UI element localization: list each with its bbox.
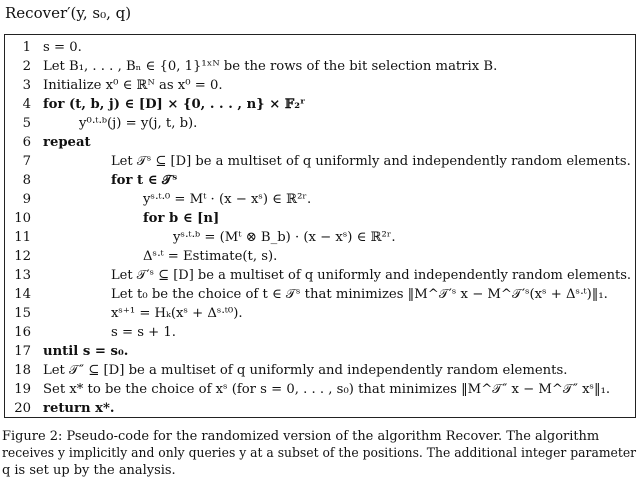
pseudocode-box bbox=[4, 34, 636, 418]
line-text: for b ∈ [n] bbox=[143, 211, 220, 226]
code-line-4 bbox=[5, 95, 635, 114]
code-line-15 bbox=[5, 304, 635, 323]
code-line-1 bbox=[5, 38, 635, 57]
code-line-11 bbox=[5, 228, 635, 247]
line-number: 5 bbox=[22, 116, 31, 131]
figure-caption bbox=[2, 428, 638, 480]
line-number: 15 bbox=[14, 306, 31, 321]
line-number: 10 bbox=[14, 211, 31, 226]
code-line-6 bbox=[5, 133, 635, 152]
code-line-16 bbox=[5, 323, 635, 342]
line-text: until s = s₀. bbox=[43, 344, 129, 359]
code-line-5 bbox=[5, 114, 635, 133]
code-line-12 bbox=[5, 247, 635, 266]
line-number: 20 bbox=[14, 401, 31, 416]
caption-line-2: receives y implicitly and only queries y at a subset of the positions. The additional integer parameter bbox=[2, 446, 637, 461]
line-number: 9 bbox=[22, 192, 31, 207]
line-number: 17 bbox=[14, 344, 31, 359]
code-line-3 bbox=[5, 76, 635, 95]
line-number: 3 bbox=[22, 78, 31, 93]
line-number: 4 bbox=[22, 97, 31, 112]
code-line-18 bbox=[5, 361, 635, 380]
code-line-7 bbox=[5, 152, 635, 171]
line-number: 18 bbox=[14, 363, 31, 378]
line-number: 12 bbox=[14, 249, 31, 264]
line-text: return x*. bbox=[43, 401, 115, 416]
line-number: 19 bbox=[14, 382, 31, 397]
caption-line-1: Figure 2: Pseudo-code for the randomized version of the algorithm Recover. The algorithm bbox=[2, 429, 600, 444]
code-line-2 bbox=[5, 57, 635, 76]
line-text: Δˢᐧᵗ = Estimate(t, s). bbox=[143, 249, 278, 264]
line-number: 2 bbox=[22, 59, 31, 74]
line-text: y⁰ᐧᵗᐧᵇ(j) = y(j, t, b). bbox=[79, 116, 198, 131]
line-text: Initialize x⁰ ∈ ℝᴺ as x⁰ = 0. bbox=[43, 78, 223, 93]
line-text: Set x* to be the choice of xˢ (for s = 0, . . . , s₀) that minimizes ‖M^𝒯″ x − M^𝒯″ xˢ‖₁. bbox=[43, 382, 611, 397]
line-text: Let 𝒯ˢ ⊆ [D] be a multiset of q uniformly and independently random elements. bbox=[111, 154, 631, 169]
line-number: 8 bbox=[22, 173, 31, 188]
line-number: 6 bbox=[22, 135, 31, 150]
code-line-13 bbox=[5, 266, 635, 285]
code-line-14 bbox=[5, 285, 635, 304]
line-number: 11 bbox=[14, 230, 31, 245]
line-number: 1 bbox=[22, 40, 31, 55]
line-text: yˢᐧᵗᐧᵇ = (Mᵗ ⊗ B_b) · (x − xˢ) ∈ ℝ²ʳ. bbox=[173, 230, 396, 245]
line-number: 13 bbox=[14, 268, 31, 283]
code-line-19 bbox=[5, 380, 635, 399]
code-line-9 bbox=[5, 190, 635, 209]
line-text: for (t, b, j) ∈ [D] × {0, . . . , n} × 𝔽₂ʳ bbox=[43, 97, 306, 112]
line-text: xˢ⁺¹ = Hₖ(xˢ + Δˢᐧᵗ⁰). bbox=[111, 306, 243, 321]
code-line-8 bbox=[5, 171, 635, 190]
algorithm-title: Recover′(y, s₀, q) bbox=[5, 4, 132, 22]
line-text: Let 𝒯′ˢ ⊆ [D] be a multiset of q uniformly and independently random elements. bbox=[111, 268, 632, 283]
line-number: 7 bbox=[22, 154, 31, 169]
caption-line-3: q is set up by the analysis. bbox=[2, 463, 176, 478]
code-line-10 bbox=[5, 209, 635, 228]
line-text: s = s + 1. bbox=[111, 325, 176, 340]
line-text: Let B₁, . . . , Bₙ ∈ {0, 1}¹ˣᴺ be the rows of the bit selection matrix B. bbox=[43, 59, 498, 74]
line-text: s = 0. bbox=[43, 40, 82, 55]
line-text: yˢᐧᵗᐧ⁰ = Mᵗ · (x − xˢ) ∈ ℝ²ʳ. bbox=[143, 192, 312, 207]
code-line-17 bbox=[5, 342, 635, 361]
line-number: 14 bbox=[14, 287, 31, 302]
line-text: repeat bbox=[43, 135, 91, 150]
code-line-20 bbox=[5, 399, 635, 418]
line-text: for t ∈ 𝒯ˢ bbox=[111, 173, 178, 188]
line-text: Let 𝒯″ ⊆ [D] be a multiset of q uniformly and independently random elements. bbox=[43, 363, 568, 378]
line-number: 16 bbox=[14, 325, 31, 340]
line-text: Let t₀ be the choice of t ∈ 𝒯ˢ that minimizes ‖M^𝒯′ˢ x − M^𝒯′ˢ(xˢ + Δˢᐧᵗ)‖₁. bbox=[111, 287, 608, 302]
